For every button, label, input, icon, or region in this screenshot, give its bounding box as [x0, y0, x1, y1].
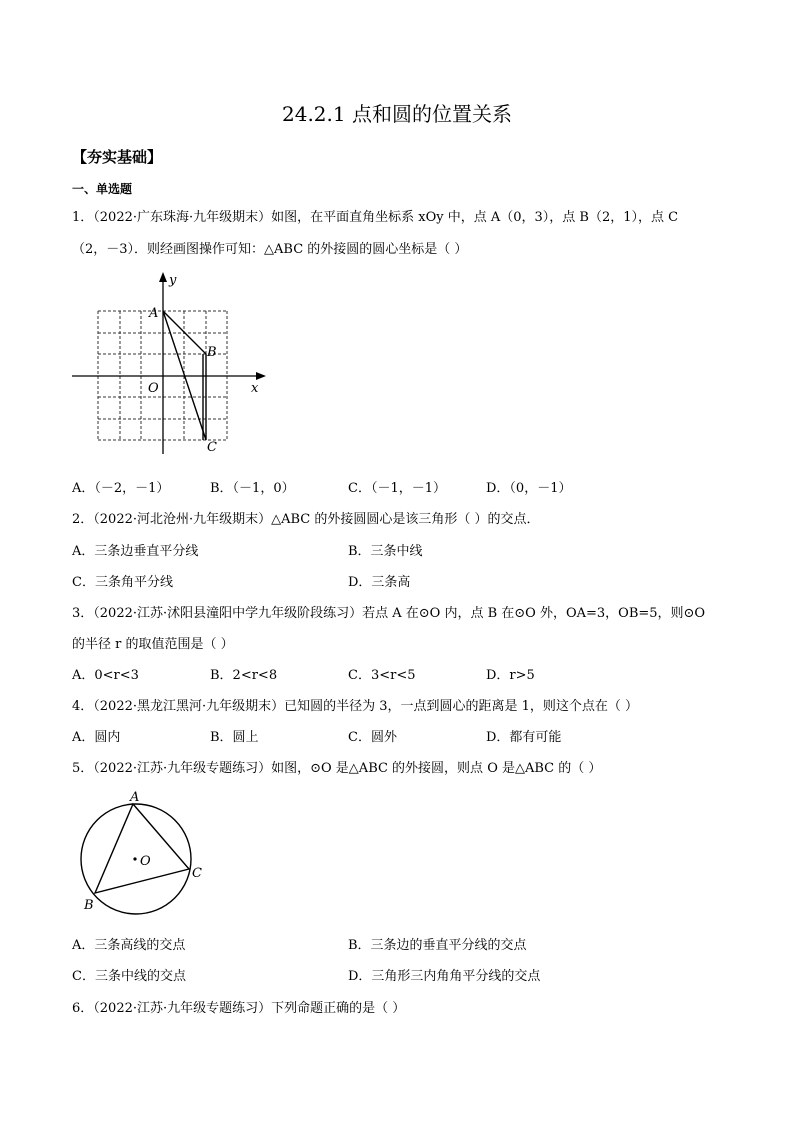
- q4-option-d[interactable]: D．都有可能: [486, 730, 562, 745]
- q1-x-arrow: [256, 372, 266, 380]
- q3-stem-line2: 的半径 r 的取值范围是（ ）: [72, 637, 234, 652]
- q3-option-b[interactable]: B．2<r<8: [210, 668, 278, 683]
- subsection-heading: 一、单选题: [72, 182, 133, 196]
- q1-option-c[interactable]: C．（－1，－1）: [348, 481, 446, 496]
- q5-option-d[interactable]: D．三角形三内角角平分线的交点: [348, 969, 541, 984]
- q1-stem-line2: （2，－3）．则经画图操作可知：△ABC 的外接圆的圆心坐标是（ ）: [72, 242, 468, 257]
- q1-label-b: B: [207, 345, 217, 360]
- q1-label-y: y: [169, 273, 177, 288]
- q4-option-a[interactable]: A．圆内: [72, 730, 121, 745]
- q5-circle-figure: [72, 785, 212, 915]
- q2-option-c[interactable]: C．三条角平分线: [72, 575, 173, 590]
- q3-option-a[interactable]: A．0<r<3: [72, 668, 139, 683]
- q5-option-a[interactable]: A．三条高线的交点: [72, 938, 186, 953]
- q5-stem: 5．（2022·江苏·九年级专题练习）如图，⊙O 是△ABC 的外接圆，则点 O 是△ABC 的（ ）: [72, 761, 602, 776]
- q1-option-d[interactable]: D．（0，－1）: [486, 481, 572, 496]
- q3-option-d[interactable]: D．r>5: [486, 668, 535, 683]
- q5-triangle: [95, 804, 189, 893]
- q5-label-c: C: [192, 866, 202, 881]
- q2-option-b[interactable]: B．三条中线: [348, 544, 423, 559]
- q1-label-origin: O: [148, 381, 159, 396]
- q1-y-arrow: [159, 272, 167, 282]
- q2-option-d[interactable]: D．三条高: [348, 575, 411, 590]
- q4-option-b[interactable]: B．圆上: [210, 730, 259, 745]
- q5-option-b[interactable]: B．三条边的垂直平分线的交点: [348, 938, 527, 953]
- section-heading: 【夯实基础】: [72, 148, 163, 166]
- q1-coordinate-figure: [66, 262, 276, 457]
- q4-stem: 4．（2022·黑龙江黑河·九年级期末）已知圆的半径为 3，一点到圆心的距离是 1，则这个点在（ ）: [72, 699, 639, 714]
- q3-option-c[interactable]: C．3<r<5: [348, 668, 416, 683]
- q4-option-c[interactable]: C．圆外: [348, 730, 397, 745]
- q1-option-a[interactable]: A．（－2，－1）: [72, 481, 170, 496]
- q5-label-a: A: [130, 790, 140, 805]
- q1-label-a: A: [149, 306, 159, 321]
- q2-option-a[interactable]: A．三条边垂直平分线: [72, 544, 199, 559]
- q2-stem: 2．（2022·河北沧州·九年级期末）△ABC 的外接圆圆心是该三角形（ ）的交点．: [72, 512, 540, 527]
- q5-center-point: [133, 857, 136, 860]
- q1-label-c: C: [207, 440, 217, 455]
- q6-stem: 6．（2022·江苏·九年级专题练习）下列命题正确的是（ ）: [72, 1001, 406, 1016]
- q5-label-o: O: [140, 854, 151, 869]
- q3-stem-line1: 3．（2022·江苏·沭阳县潼阳中学九年级阶段练习）若点 A 在⊙O 内，点 B 在⊙O 外，OA=3，OB=5，则⊙O: [72, 606, 706, 621]
- q1-stem-line1: 1．（2022·广东珠海·九年级期末）如图，在平面直角坐标系 xOy 中，点 A（0，3），点 B（2，1），点 C: [72, 210, 679, 225]
- q1-option-b[interactable]: B．（－1，0）: [210, 481, 295, 496]
- q5-option-c[interactable]: C．三条中线的交点: [72, 969, 186, 984]
- page-title: 24.2.1 点和圆的位置关系: [282, 102, 512, 126]
- q5-label-b: B: [84, 898, 94, 913]
- q1-label-x: x: [251, 381, 259, 396]
